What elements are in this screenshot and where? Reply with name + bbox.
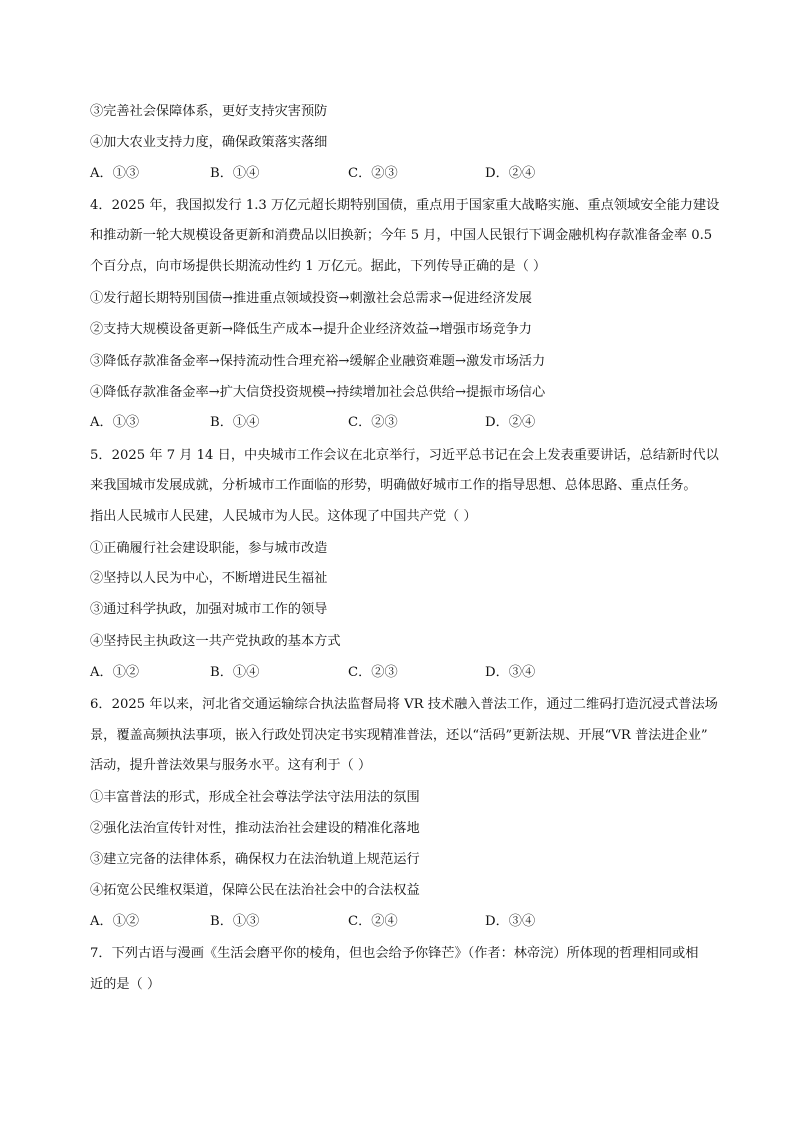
q4-statement-4: ④降低存款准备金率→扩大信贷投资规模→持续增加社会总供给→提振市场信心 bbox=[90, 385, 546, 400]
q6-statement-4: ④拓宽公民维权渠道，保障公民在法治社会中的合法权益 bbox=[90, 883, 420, 898]
q5-option-b[interactable]: B．①④ bbox=[210, 665, 260, 680]
q6-options bbox=[90, 912, 690, 932]
q4-statement-2: ②支持大规模设备更新→降低生产成本→提升企业经济效益→增强市场竞争力 bbox=[90, 322, 532, 337]
q5-stem-line-1: 5．2025 年 7 月 14 日，中央城市工作会议在北京举行，习近平总书记在会上发表重要讲话，总结新时代以 bbox=[90, 448, 719, 463]
q4-options bbox=[90, 413, 690, 433]
q5-option-c[interactable]: C．②③ bbox=[348, 665, 398, 680]
q4-statement-1: ①发行超长期特别国债→推进重点领域投资→刺激社会总需求→促进经济发展 bbox=[90, 291, 532, 306]
q6-option-a[interactable]: A．①② bbox=[90, 914, 140, 929]
q3-statement-4: ④加大农业支持力度，确保政策落实落细 bbox=[90, 135, 328, 150]
q5-statement-1: ①正确履行社会建设职能，参与城市改造 bbox=[90, 541, 328, 556]
q4-statement-3: ③降低存款准备金率→保持流动性合理充裕→缓解企业融资难题→激发市场活力 bbox=[90, 354, 546, 369]
q3-option-d[interactable]: D．②④ bbox=[485, 166, 536, 181]
q6-stem-line-1: 6．2025 年以来，河北省交通运输综合执法监督局将 VR 技术融入普法工作，通过二维码打造沉浸式普法场 bbox=[90, 697, 718, 712]
q6-statement-3: ③建立完备的法律体系，确保权力在法治轨道上规范运行 bbox=[90, 852, 420, 867]
q4-option-b[interactable]: B．①④ bbox=[210, 415, 260, 430]
q4-stem-line-3: 个百分点，向市场提供长期流动性约 1 万亿元。据此，下列传导正确的是（ ） bbox=[90, 259, 547, 274]
q5-stem-line-3: 指出人民城市人民建，人民城市为人民。这体现了中国共产党（ ） bbox=[90, 509, 477, 524]
q7-stem-line-1: 7．下列古语与漫画《生活会磨平你的棱角，但也会给予你锋芒》（作者：林帝浣）所体现的哲理相同或相 bbox=[90, 946, 699, 961]
q5-statement-4: ④坚持民主执政这一共产党执政的基本方式 bbox=[90, 634, 341, 649]
q6-option-d[interactable]: D．③④ bbox=[485, 914, 536, 929]
q3-option-c[interactable]: C．②③ bbox=[348, 166, 398, 181]
q3-options bbox=[90, 164, 690, 184]
q5-stem-line-2: 来我国城市发展成就，分析城市工作面临的形势，明确做好城市工作的指导思想、总体思路、重点任务。 bbox=[90, 478, 697, 493]
q4-stem-line-2: 和推动新一轮大规模设备更新和消费品以旧换新；今年 5 月，中国人民银行下调金融机构存款准备金率 0.5 bbox=[90, 228, 713, 243]
q7-stem-line-2: 近的是（ ） bbox=[90, 977, 161, 992]
q6-stem-line-3: 活动，提升普法效果与服务水平。这有利于（ ） bbox=[90, 758, 372, 773]
q4-stem-line-1: 4．2025 年，我国拟发行 1.3 万亿元超长期特别国债，重点用于国家重大战略实施、重点领域安全能力建设 bbox=[90, 198, 720, 213]
q6-option-b[interactable]: B．①③ bbox=[210, 914, 260, 929]
q6-statement-2: ②强化法治宣传针对性，推动法治社会建设的精准化落地 bbox=[90, 821, 420, 836]
q3-option-a[interactable]: A．①③ bbox=[90, 166, 140, 181]
q5-option-a[interactable]: A．①② bbox=[90, 665, 140, 680]
q6-stem-line-2: 景，覆盖高频执法事项，嵌入行政处罚决定书实现精准普法，还以“活码”更新法规、开展“VR 普法进企业” bbox=[90, 728, 708, 743]
q3-option-b[interactable]: B．①④ bbox=[210, 166, 260, 181]
q6-statement-1: ①丰富普法的形式，形成全社会尊法学法守法用法的氛围 bbox=[90, 790, 420, 805]
q5-statement-3: ③通过科学执政，加强对城市工作的领导 bbox=[90, 602, 328, 617]
q5-options bbox=[90, 663, 690, 683]
q6-option-c[interactable]: C．②④ bbox=[348, 914, 398, 929]
q4-option-d[interactable]: D．②④ bbox=[485, 415, 536, 430]
q4-option-a[interactable]: A．①③ bbox=[90, 415, 140, 430]
q3-statement-3: ③完善社会保障体系，更好支持灾害预防 bbox=[90, 104, 328, 119]
q4-option-c[interactable]: C．②③ bbox=[348, 415, 398, 430]
q5-option-d[interactable]: D．③④ bbox=[485, 665, 536, 680]
q5-statement-2: ②坚持以人民为中心，不断增进民生福祉 bbox=[90, 571, 328, 586]
